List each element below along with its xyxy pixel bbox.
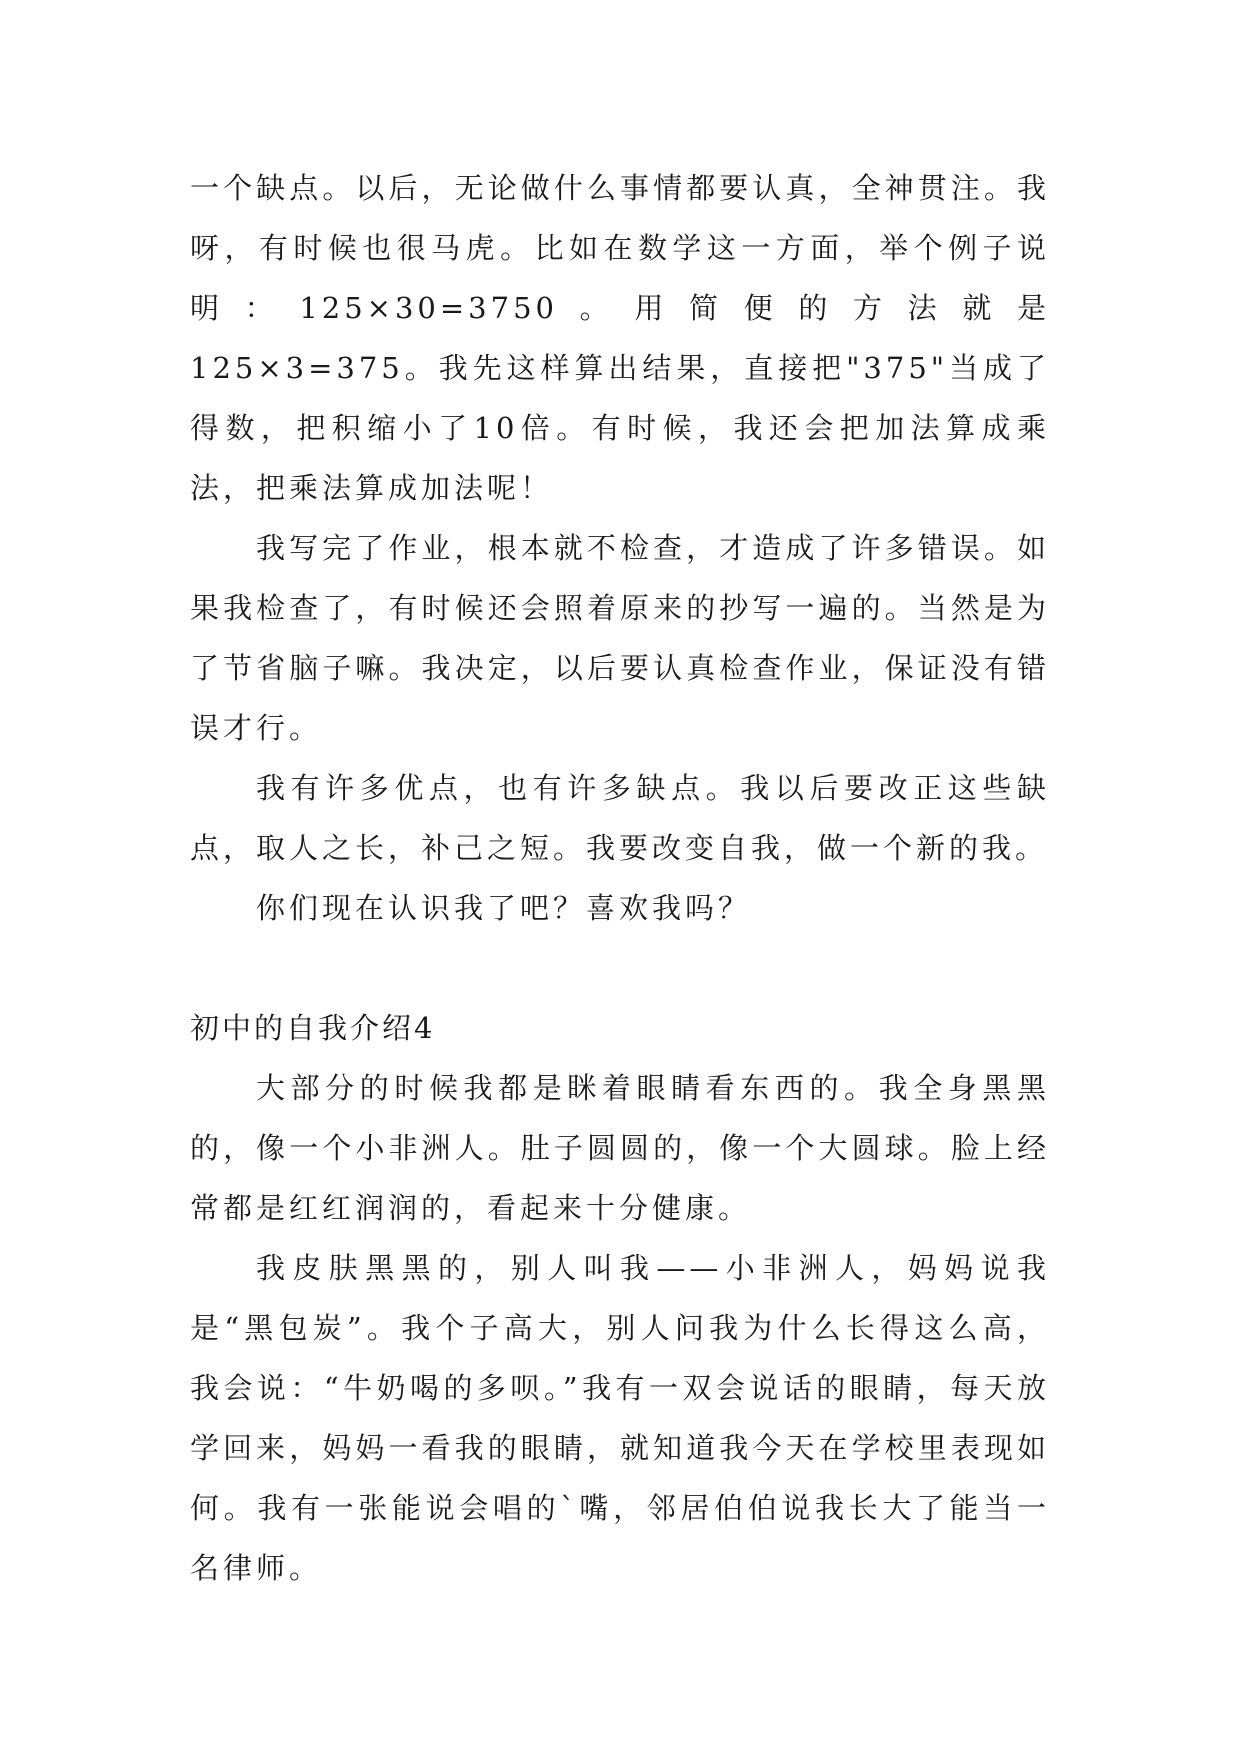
paragraph-1: 一个缺点。以后，无论做什么事情都要认真，全神贯注。我呀，有时候也很马虎。比如在数学这一方面，举个例子说明：125×30=3750。用简便的方法就是125×3=375。我先这样算出结果，直接把"375"当成了得数，把积缩小了10倍。有时候，我还会把加法算成乘法，把乘法算成加法呢！ (190, 171, 1050, 505)
document-body (190, 158, 1050, 1598)
paragraph-4: 你们现在认识我了吧？喜欢我吗？ (256, 891, 752, 925)
paragraph-3: 我有许多优点，也有许多缺点。我以后要改正这些缺点，取人之长，补己之短。我要改变自我，做一个新的我。 (190, 771, 1050, 865)
paragraph-2: 我写完了作业，根本就不检查，才造成了许多错误。如果我检查了，有时候还会照着原来的抄写一遍的。当然是为了节省脑子嘛。我决定，以后要认真检查作业，保证没有错误才行。 (190, 531, 1050, 745)
paragraph-6: 我皮肤黑黑的，别人叫我——小非洲人，妈妈说我是“黑包炭”。我个子高大，别人问我为什么长得这么高，我会说：“牛奶喝的多呗。”我有一双会说话的眼睛，每天放学回来，妈妈一看我的眼睛，就知道我今天在学校里表现如何。我有一张能说会唱的`嘴，邻居伯伯说我长大了能当一名律师。 (190, 1251, 1050, 1585)
paragraph-5: 大部分的时候我都是眯着眼睛看东西的。我全身黑黑的，像一个小非洲人。肚子圆圆的，像一个大圆球。脸上经常都是红红润润的，看起来十分健康。 (190, 1071, 1050, 1225)
section-heading: 初中的自我介绍4 (190, 1011, 436, 1045)
